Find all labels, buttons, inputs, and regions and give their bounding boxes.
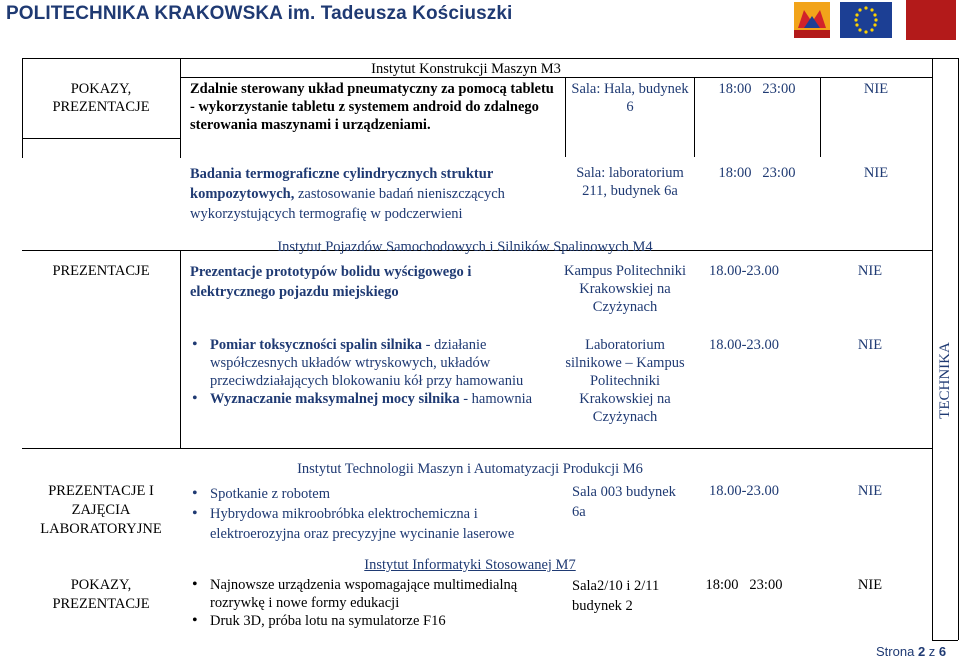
list-item (190, 390, 560, 408)
side-vertical-label (932, 320, 958, 440)
grid-line (22, 138, 180, 139)
row-registration: NIE (857, 577, 883, 593)
grid-line (932, 640, 958, 641)
row-registration: NIE (863, 165, 889, 181)
malopolska-logo (794, 2, 830, 38)
list-item-bold: Wyznaczanie maksymalnej mocy silnika (210, 391, 460, 407)
row-topic: Zdalnie sterowany układ pneumatyczny za pomocą tabletu - wykorzystanie tabletu z systemem android do zdalnego sterowania maszynami i urządzeniami. (190, 81, 554, 133)
page-header-title: POLITECHNIKA KRAKOWSKA im. Tadeusza Kościuszki (6, 3, 513, 24)
row-registration: NIE (863, 81, 889, 97)
list-item: • Druk 3D, próba lotu na symulatorze F16 (190, 612, 560, 630)
row-time: 18.00-23.00 (708, 483, 780, 499)
grid-line (932, 58, 958, 59)
m6-bullet-list (190, 484, 560, 544)
row-place: Sala: Hala, budynek 6 (571, 81, 689, 115)
row-type: POKAZY, PREZENTACJE (52, 81, 150, 115)
list-item: • Spotkanie z robotem (190, 484, 560, 504)
row-place: Sala 003 budynek 6a (572, 484, 676, 520)
institute-m7-label: Instytut Informatyki Stosowanej M7 (364, 557, 576, 573)
list-item: • Najnowsze urządzenia wspomagające multimedialną rozrywkę i nowe formy edukacji (190, 576, 560, 612)
grid-line (180, 250, 181, 448)
m7-bullet-list (190, 576, 560, 630)
row-time: 18:00 23:00 (705, 577, 783, 593)
side-vertical-label-text: TECHNIKA (936, 341, 953, 419)
row-time: 18:00 23:00 (718, 165, 796, 181)
page-number (876, 644, 946, 659)
row-registration: NIE (857, 483, 883, 499)
grid-line (958, 58, 959, 640)
page-of: z (928, 644, 936, 659)
list-item: • Hybrydowa mikroobróbka elektrochemiczna i elektroerozyjna oraz precyzyjne wycinanie laserowe (190, 504, 560, 544)
list-item-rest: - hamownia (459, 391, 533, 407)
list-item (190, 336, 560, 390)
institute-m4-heading: Instytut Pojazdów Samochodowych i Silników Spalinowych M4 (277, 239, 653, 255)
page-total: 6 (938, 644, 947, 659)
row-registration: NIE (857, 337, 883, 353)
row-type: POKAZY, PREZENTACJE (52, 577, 150, 612)
page-label: Strona (876, 644, 915, 659)
row-registration: NIE (857, 263, 883, 279)
eu-flag-logo (840, 2, 892, 38)
row-topic: Prezentacje prototypów bolidu wyścigowego i elektrycznego pojazdu miejskiego (190, 264, 472, 300)
row-topic-bold: Badania termograficzne cylindrycznych struktur kompozytowych, (190, 166, 493, 202)
row-place: Sala2/10 i 2/11 budynek 2 (572, 578, 660, 614)
row-place: Laboratorium silnikowe – Kampus Politechniki Krakowskiej na Czyżynach (565, 337, 685, 425)
institute-m6-heading: Instytut Technologii Maszyn i Automatyzacji Produkcji M6 (297, 461, 643, 477)
list-item-bold: Pomiar toksyczności spalin silnika (210, 337, 423, 353)
row-type: PREZENTACJE I ZAJĘCIA LABORATORYJNE (40, 483, 162, 537)
row-place: Sala: laboratorium 211, budynek 6a (576, 165, 684, 199)
list-item-rest: - działanie współczesnych układów wtryskowych, układów przeciwdziałających blokowaniu kół przy hamowaniu (210, 337, 524, 389)
grid-line (22, 58, 23, 158)
grid-line (22, 58, 932, 59)
grid-line (22, 448, 932, 449)
m4-bullet-list (190, 336, 560, 408)
institute-m7-heading (180, 556, 760, 574)
row-topic (190, 164, 560, 224)
row-time: 18.00-23.00 (708, 337, 780, 353)
row-topic-rest: zastosowanie badań nieniszczących wykorzystujących termografię w podczerwieni (190, 186, 505, 222)
row-time: 18:00 23:00 (718, 81, 796, 97)
header-red-block (906, 0, 956, 40)
row-time: 18.00-23.00 (708, 263, 780, 279)
row-place: Kampus Politechniki Krakowskiej na Czyżynach (563, 263, 687, 315)
page-current: 2 (917, 644, 926, 659)
row-type: PREZENTACJE (52, 263, 150, 279)
institute-m3-heading: Instytut Konstrukcji Maszyn M3 (371, 61, 561, 77)
